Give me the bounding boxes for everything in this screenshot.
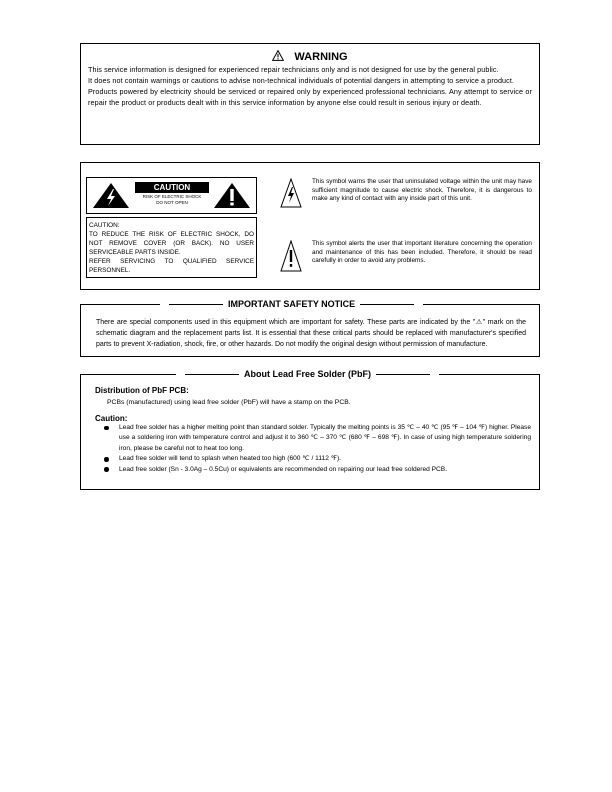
caution-text-box xyxy=(86,217,257,278)
list-item xyxy=(93,465,531,475)
title-rule-right xyxy=(360,304,414,306)
caution-subtext-line2: DO NOT OPEN xyxy=(156,199,188,205)
warning-title-text: WARNING xyxy=(294,51,348,63)
caution-heading: CAUTION xyxy=(135,182,209,193)
bullet-dot-icon xyxy=(104,426,109,431)
caution-text-line1: CAUTION: xyxy=(89,222,120,229)
warning-triangle-icon xyxy=(272,50,284,61)
lead-free-solder-box xyxy=(80,374,540,490)
exclamation-triangle-icon xyxy=(212,182,252,209)
caution-bullet-list xyxy=(93,423,531,475)
caution-label xyxy=(86,177,257,214)
voltage-symbol-text: This symbol warns the user that uninsulated voltage within the unit may have sufficient magnitude to cause electric shock. Therefore, it is dangerous to make any kind of contact with any inside part of this unit. xyxy=(312,178,532,203)
warning-title xyxy=(88,50,532,64)
list-item xyxy=(93,454,531,464)
bullet-dot-icon xyxy=(104,457,109,462)
bullet-dot-icon xyxy=(104,467,109,472)
title-rule-left xyxy=(169,304,223,306)
caution-heading-pbf: Caution: xyxy=(95,414,128,423)
caution-subtext xyxy=(135,194,209,205)
lead-free-title-text: About Lead Free Solder (PbF) xyxy=(244,369,372,379)
caution-text-line2: TO REDUCE THE RISK OF ELECTRIC SHOCK, DO NOT REMOVE COVER (OR BACK). NO USER SERVICEABLE PARTS INSIDE. xyxy=(89,231,254,256)
bullet-text: Lead free solder (Sn - 3.0Ag – 0.5Cu) or equivalents are recommended on repairing our lead free soldered PCB. xyxy=(119,465,448,473)
warning-paragraph-2: It does not contain warnings or cautions to advise non-technical individuals of potential dangers in attempting to service a product. xyxy=(88,76,515,85)
lead-free-title xyxy=(176,368,439,380)
safety-notice-title xyxy=(160,298,423,310)
bullet-text: Lead free solder will tend to splash when heated too high (600 ℃ / 1112 ℉). xyxy=(119,455,342,463)
bullet-text: Lead free solder has a higher melting point than standard solder. Typically the melting points is 35 ℃ – 40 ℃ (95 ℉ – 104 ℉) higher. Please use a soldering iron with temperature control and adjust it to 360 ℃ – 370 ℃ (680 ℉ – 698 ℉). In case of using high temperature soldering iron, please be careful not to heat too long. xyxy=(119,424,531,452)
safety-notice-title-text: IMPORTANT SAFETY NOTICE xyxy=(228,299,356,309)
title-rule-right xyxy=(376,374,430,376)
title-rule-left xyxy=(185,374,239,376)
caution-subtext-line1: RISK OF ELECTRIC SHOCK xyxy=(142,194,202,199)
warning-paragraph-1: This service information is designed for experienced repair technicians only and is not designed for use by the general public. xyxy=(88,65,499,74)
distribution-text: PCBs (manufactured) using lead free solder (PbF) will have a stamp on the PCB. xyxy=(107,399,351,406)
safety-notice-text: There are special components used in this equipment which are important for safety. These parts are indicated by the "⚠" mark on the schematic diagram and the replacement parts list. It is essential that these critical parts should be replaced with manufacturer's specified parts to prevent X-radiation, shock, fire, or other hazards. Do not modify the original design without permission of manufacture. xyxy=(96,319,526,348)
exclamation-mark-triangle-icon xyxy=(280,240,302,272)
list-item xyxy=(93,423,531,454)
literature-symbol-text: This symbol alerts the user that important literature concerning the operation and maintenance of this has been included. Therefore, it should be read carefully in order to avoid any problems. xyxy=(312,240,532,265)
caution-text-line3: REFER SERVICING TO QUALIFIED SERVICE PERSONNEL. xyxy=(89,258,254,274)
warning-box xyxy=(80,43,540,145)
lightning-bolt-triangle-icon xyxy=(280,178,302,208)
safety-notice-box xyxy=(80,304,540,357)
warning-paragraph-3: Products powered by electricity should be serviced or repaired only by experienced professional technicians. Any attempt to service or repair the product or products dealt with in this service information by anyone else could result in serious injury or death. xyxy=(88,87,532,107)
distribution-heading: Distribution of PbF PCB: xyxy=(95,386,189,395)
electric-shock-triangle-icon xyxy=(91,182,131,209)
